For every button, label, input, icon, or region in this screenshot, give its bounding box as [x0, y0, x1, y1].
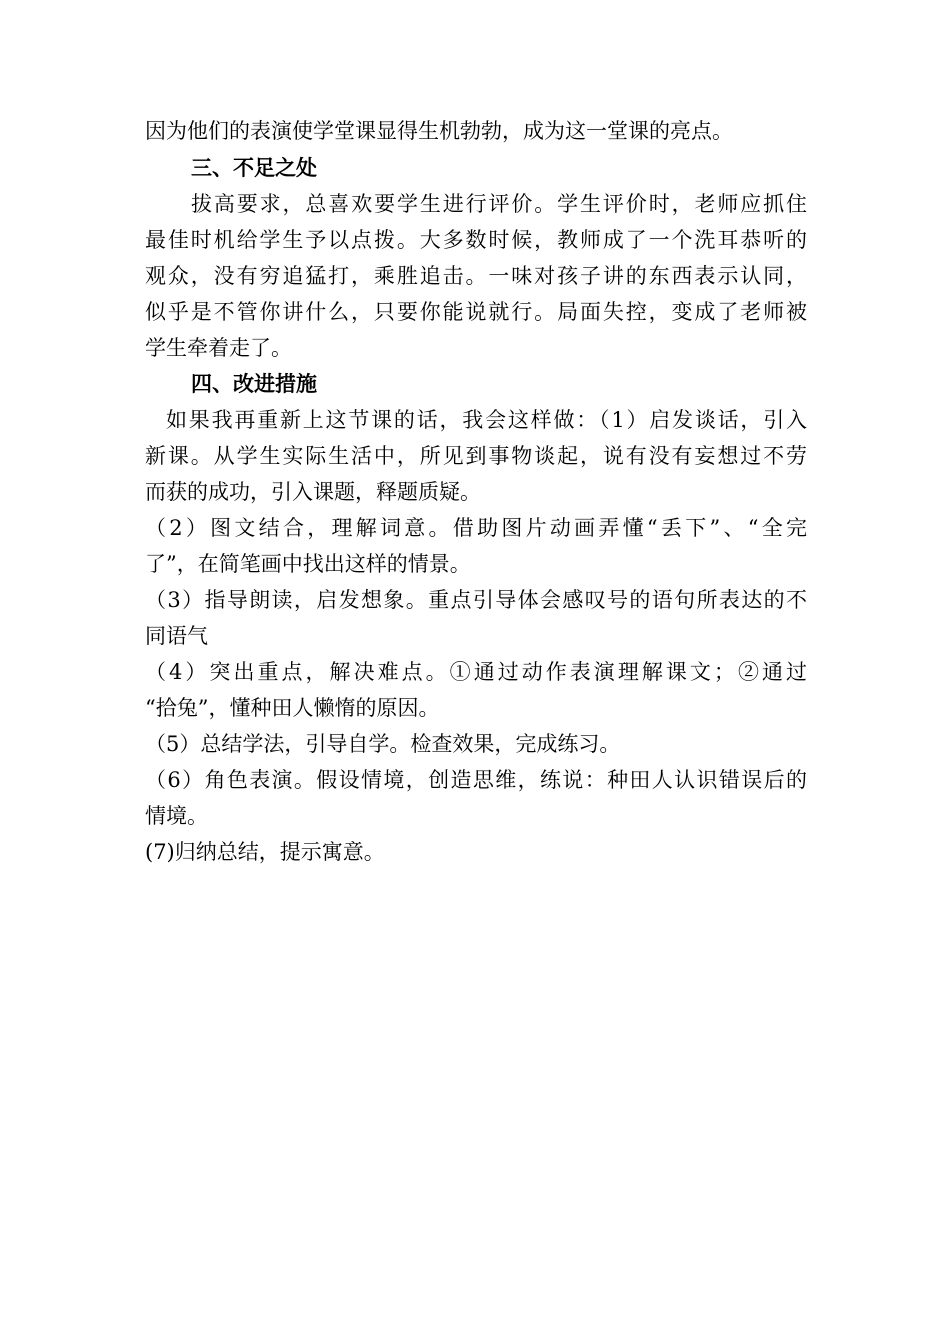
list-item-6-line-1: （6）角色表演。假设情境，创造思维，练说：种田人认识错误后的 [145, 768, 807, 792]
list-item-6-line-2: 情境。 [145, 804, 208, 828]
paragraph-line-5: 观众，没有穷追猛打，乘胜追击。一味对孩子讲的东西表示认同， [145, 264, 807, 288]
paragraph-line-6: 似乎是不管你讲什么，只要你能说就行。局面失控，变成了老师被 [145, 300, 807, 324]
list-item-7: (7)归纳总结，提示寓意。 [145, 840, 385, 864]
paragraph-line-3: 拔高要求，总喜欢要学生进行评价。学生评价时，老师应抓住 [191, 192, 807, 216]
list-item-3-line-2: 同语气 [145, 624, 208, 648]
list-item-2-line-2: 了”，在简笔画中找出这样的情景。 [145, 552, 471, 576]
list-item-3-line-1: （3）指导朗读，启发想象。重点引导体会感叹号的语句所表达的不 [145, 588, 807, 612]
section-heading-shortcomings: 三、不足之处 [191, 155, 317, 180]
paragraph-line-4: 最佳时机给学生予以点拨。大多数时候，教师成了一个洗耳恭听的 [145, 228, 807, 252]
paragraph-line-11: 而获的成功，引入课题，释题质疑。 [145, 480, 481, 504]
paragraph-line-1: 因为他们的表演使学堂课显得生机勃勃，成为这一堂课的亮点。 [145, 119, 733, 143]
section-heading-improvements: 四、改进措施 [191, 371, 317, 396]
paragraph-line-9: 如果我再重新上这节课的话，我会这样做：（1）启发谈话，引入 [166, 408, 807, 432]
paragraph-line-7: 学生牵着走了。 [145, 336, 292, 360]
paragraph-line-10: 新课。从学生实际生活中，所见到事物谈起，说有没有妄想过不劳 [145, 444, 807, 468]
list-item-5: （5）总结学法，引导自学。检查效果，完成练习。 [145, 732, 621, 756]
list-item-4-line-1: （4）突出重点，解决难点。①通过动作表演理解课文；②通过 [145, 660, 807, 684]
list-item-4-line-2: “拾兔”，懂种田人懒惰的原因。 [145, 696, 440, 720]
list-item-2-line-1: （2）图文结合，理解词意。借助图片动画弄懂“丢下”、“全完 [145, 516, 807, 540]
